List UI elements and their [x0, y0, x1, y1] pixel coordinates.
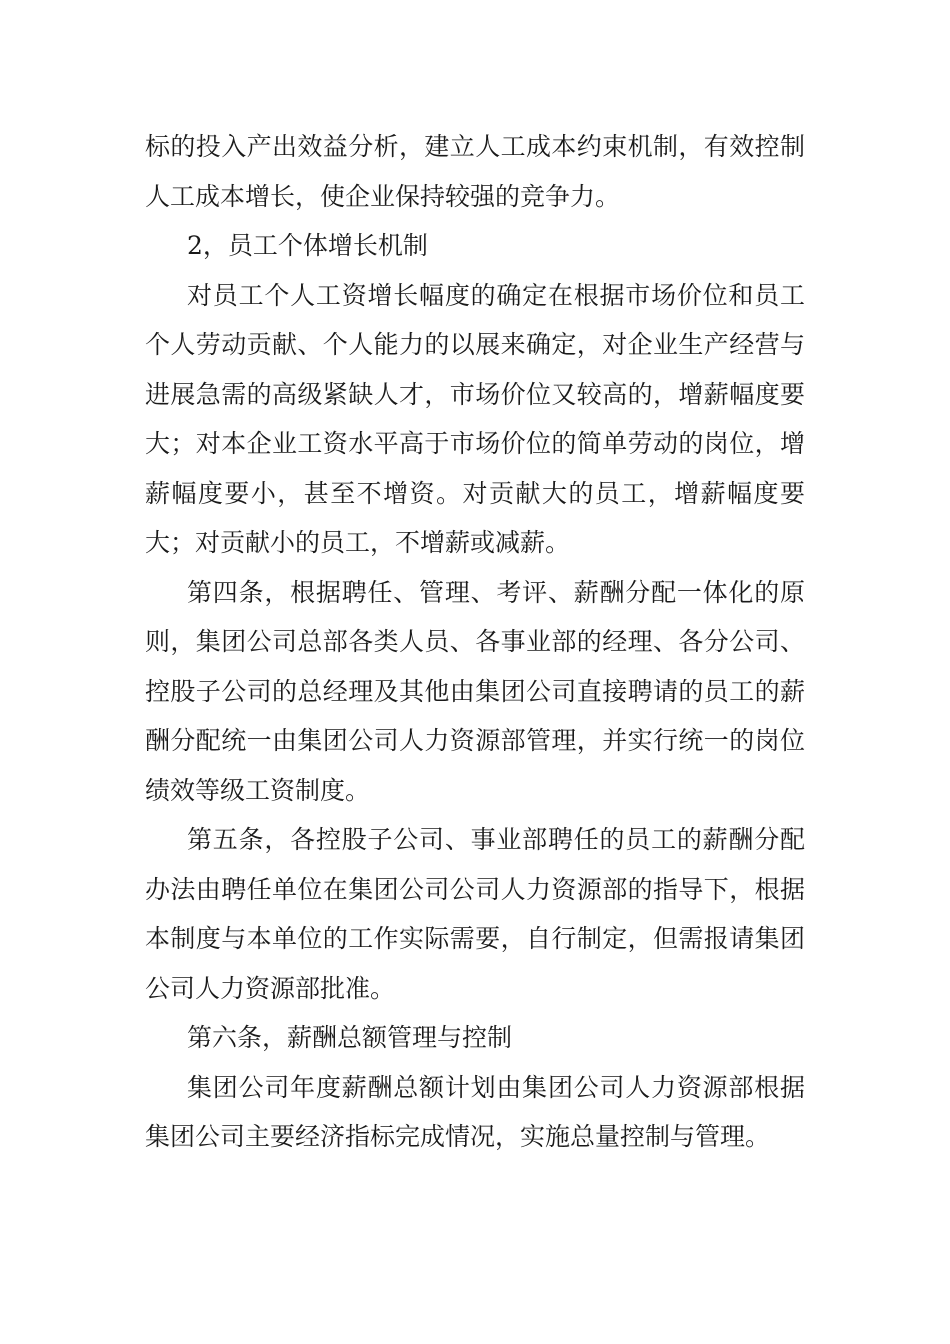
paragraph-article-6-heading: 第六条，薪酬总额管理与控制 — [187, 1023, 513, 1052]
paragraph-heading-individual-growth: 2，员工个体增长机制 — [187, 231, 428, 260]
paragraph-article-6: 集团公司年度薪酬总额计划由集团公司人力资源部根据集团公司主要经济指标完成情况，实施总量控制与管理。 — [145, 1072, 805, 1151]
paragraph-continuation: 标的投入产出效益分析，建立人工成本约束机制，有效控制人工成本增长，使企业保持较强的竞争力。 — [145, 132, 805, 211]
paragraph-article-4: 第四条，根据聘任、管理、考评、薪酬分配一体化的原则，集团公司总部各类人员、各事业部的经理、各分公司、控股子公司的总经理及其他由集团公司直接聘请的员工的薪酬分配统一由集团公司人力资源部管理，并实行统一的岗位绩效等级工资制度。 — [145, 577, 805, 805]
paragraph-article-5: 第五条，各控股子公司、事业部聘任的员工的薪酬分配办法由聘任单位在集团公司公司人力资源部的指导下，根据本制度与本单位的工作实际需要，自行制定，但需报请集团公司人力资源部批准。 — [145, 825, 805, 1003]
paragraph-individual-growth: 对员工个人工资增长幅度的确定在根据市场价位和员工个人劳动贡献、个人能力的以展来确定，对企业生产经营与进展急需的高级紧缺人才，市场价位又较高的，增薪幅度要大；对本企业工资水平高于市场价位的简单劳动的岗位，增薪幅度要小，甚至不增资。对贡献大的员工，增薪幅度要大；对贡献小的员工，不增薪或减薪。 — [145, 280, 805, 557]
document-body — [145, 122, 805, 1162]
